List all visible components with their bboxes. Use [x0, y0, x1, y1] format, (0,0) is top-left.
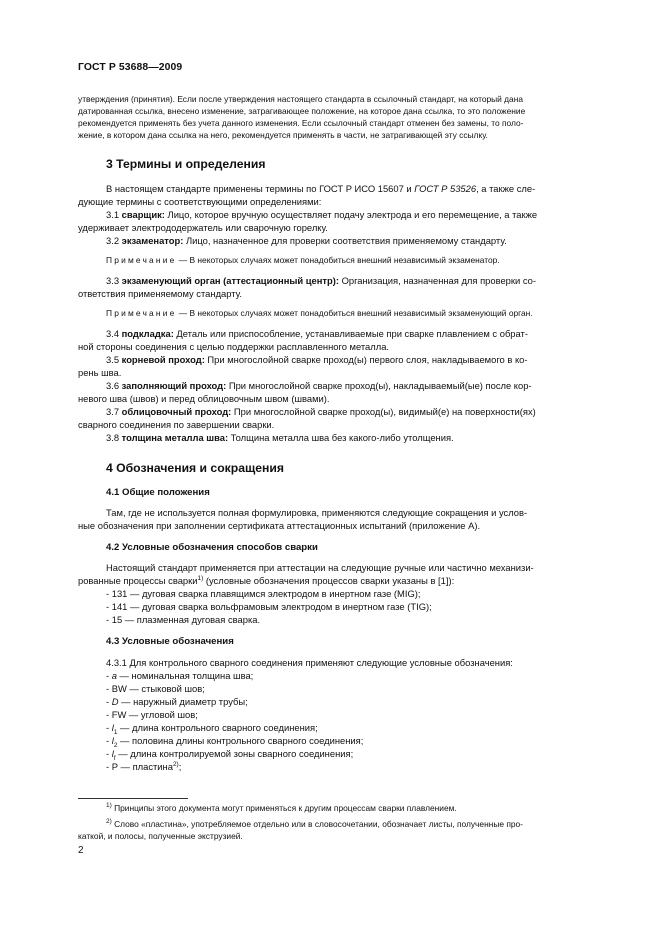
symbol-item [78, 734, 586, 747]
footnote-mark: 1) [106, 802, 112, 810]
term-definition: При многослойной сварке проход(ы), видимый(е) на поверхности(ях) [231, 406, 536, 417]
symbol-definition: — половина длины контрольного сварного соединения; [117, 735, 364, 746]
footnote-mark: 2) [106, 818, 112, 826]
text: В настоящем стандарте применены термины по ГОСТ Р ИСО 15607 и [106, 183, 415, 194]
subsection-4-2-body [78, 561, 586, 626]
section-3-title: 3 Термины и определения [106, 157, 266, 171]
term-definition-line: рень шва. [78, 367, 122, 378]
subsection-4-3-body [78, 656, 586, 773]
note-1 [78, 254, 586, 266]
note-label: Примечание [106, 255, 177, 265]
term-number: 3.3 [106, 275, 122, 286]
list-item: - 141 — дуговая сварка вольфрамовым электродом в инертном газе (TIG); [106, 601, 432, 612]
term-name: заполняющий проход: [121, 380, 227, 391]
footnote-ref[interactable]: 1) [197, 574, 204, 582]
symbol-definition: — длина контролируемой зоны сварного соединения; [115, 748, 354, 759]
symbol: l [111, 748, 114, 759]
symbol-item [78, 669, 586, 682]
symbol-item [78, 721, 586, 734]
paragraph-line: дующие термины с соответствующими определениями: [78, 196, 322, 207]
subsection-4-1-body [78, 506, 586, 532]
term-definition: Организация, назначенная для проверки со- [338, 275, 536, 286]
footnote-text: Слово «пластина», употребляемое отдельно или в словосочетании, обозначает листы, полученные про- [111, 819, 523, 829]
term-3-2 [78, 234, 586, 247]
symbol-definition: - Р — пластина [106, 761, 173, 772]
symbol-item: - BW — стыковой шов; [106, 683, 205, 694]
term-definition-line: невого шва (швов) и перед облицовочным швом (швами). [78, 393, 330, 404]
section-3-body [78, 182, 586, 444]
paragraph-line [78, 574, 586, 587]
subsection-4-3-title: 4.3 Условные обозначения [106, 636, 234, 647]
term-number: 3.8 [106, 432, 122, 443]
symbol-item [78, 760, 586, 773]
term-number: 3.2 [106, 235, 122, 246]
symbol-subscript: f [113, 754, 116, 762]
term-3-6 [78, 379, 586, 392]
text: , а также сле- [476, 183, 536, 194]
footnote-text: Принципы этого документа могут применяться к другим процессам сварки плавлением. [111, 803, 457, 813]
term-definition: Толщина металла шва без какого-либо утолщения. [228, 432, 454, 443]
note-text: — В некоторых случаях может понадобиться внешний независимый экзаменатор. [176, 255, 500, 265]
term-definition: Деталь или приспособление, устанавливаемые при сварке плавлением с обрат- [173, 328, 528, 339]
symbol-subscript: 2 [113, 741, 118, 749]
subsection-4-2-title: 4.2 Условные обозначения способов сварки [106, 542, 318, 553]
term-name: подкладка: [121, 328, 174, 339]
term-name: экзаменующий орган (аттестационный центр): [121, 275, 339, 286]
dash: - [106, 722, 112, 733]
term-number: 3.1 [106, 209, 122, 220]
symbol: D [111, 696, 119, 707]
list-item: - 131 — дуговая сварка плавящимся электродом в инертном газе (MIG); [106, 588, 421, 599]
term-3-7 [78, 405, 586, 418]
term-definition-line: удерживает электрододержатель или сварочную горелку. [78, 222, 328, 233]
symbol-definition: — наружный диаметр трубы; [118, 696, 248, 707]
symbol-item [78, 695, 586, 708]
term-3-3 [78, 274, 586, 287]
term-definition-line: ответствия применяемому стандарту. [78, 288, 243, 299]
symbol-subscript: 1 [113, 728, 118, 736]
paragraph-line: Там, где не используется полная формулировка, применяются следующие сокращения и услов- [106, 507, 528, 518]
term-name: экзаменатор: [121, 235, 184, 246]
punctuation: ; [178, 761, 182, 772]
list-item: - 15 — плазменная дуговая сварка. [106, 614, 261, 625]
dash: - [106, 670, 112, 681]
footnote-2 [78, 818, 586, 830]
intro-paragraph [78, 93, 586, 141]
note-label: Примечание [106, 308, 177, 318]
symbol-item [78, 747, 586, 760]
subsection-4-1-title: 4.1 Общие положения [106, 487, 210, 498]
standard-ref: ГОСТ Р 53526 [414, 183, 477, 194]
term-name: сварщик: [121, 209, 165, 220]
term-number: 3.7 [106, 406, 122, 417]
symbol: a [111, 670, 117, 681]
paragraph-line [78, 182, 586, 195]
footnotes [78, 802, 586, 842]
intro-line: жение, в котором дана ссылка на него, рекомендуется применять в части, не затрагивающей эту ссылку. [78, 130, 488, 140]
term-number: 3.4 [106, 328, 122, 339]
term-definition: При многослойной сварке проход(ы), накладываемый(ые) после кор- [226, 380, 532, 391]
symbol-item: - FW — угловой шов; [106, 709, 198, 720]
paragraph-line: 4.3.1 Для контрольного сварного соединения применяют следующие условные обозначения: [106, 657, 513, 668]
symbol-definition: — номинальная толщина шва; [116, 670, 254, 681]
footnote-divider [78, 798, 188, 799]
symbol-definition: — длина контрольного сварного соединения; [117, 722, 318, 733]
footnote-1 [78, 802, 586, 814]
note-text: — В некоторых случаях может понадобиться внешний независимый экзаменующий орган. [176, 308, 533, 318]
term-number: 3.5 [106, 354, 122, 365]
symbol: l [111, 722, 114, 733]
term-3-1 [78, 208, 586, 221]
term-3-5 [78, 353, 586, 366]
term-number: 3.6 [106, 380, 122, 391]
footnote-ref[interactable]: 2) [172, 760, 179, 768]
dash: - [106, 748, 112, 759]
term-definition-line: ной стороны соединения с целью поддержки расплавленного металла. [78, 341, 390, 352]
term-name: толщина металла шва: [121, 432, 229, 443]
page-number: 2 [78, 845, 84, 856]
term-3-8 [78, 431, 586, 444]
term-3-4 [78, 327, 586, 340]
term-definition: Лицо, назначенное для проверки соответствия применяемому стандарту. [183, 235, 507, 246]
term-definition-line: сварного соединения по завершении сварки. [78, 419, 275, 430]
symbol: l [111, 735, 114, 746]
document-code: ГОСТ Р 53688—2009 [78, 62, 183, 73]
term-definition: При многослойной сварке проход(ы) первого слоя, накладываемого в ко- [204, 354, 528, 365]
paragraph-line: Настоящий стандарт применяется при аттестации на следующие ручные или частично механизи- [106, 562, 534, 573]
text: рованные процессы сварки [78, 575, 198, 586]
intro-line: утверждения (принятия). Если после утверждения настоящего стандарта в ссылочный стандарт, на который дана [78, 94, 523, 104]
term-name: облицовочный проход: [121, 406, 232, 417]
dash: - [106, 696, 112, 707]
text: (условные обозначения процессов сварки указаны в [1]): [203, 575, 455, 586]
section-4-title: 4 Обозначения и сокращения [106, 461, 285, 475]
footnote-2-continuation: каткой, и полосы, полученные экструзией. [78, 831, 243, 841]
paragraph-line: ные обозначения при заполнении сертификата аттестационных испытаний (приложение А). [78, 520, 481, 531]
dash: - [106, 735, 112, 746]
term-name: корневой проход: [121, 354, 205, 365]
term-definition: Лицо, которое вручную осуществляет подачу электрода и его перемещение, а также [164, 209, 538, 220]
intro-line: рекомендуется применять без учета данного изменения. Если ссылочный стандарт отменен без замены, то поло- [78, 118, 524, 128]
intro-line: датированная ссылка, внесено изменение, затрагивающее положение, на которое дана ссылка, то это положение [78, 106, 526, 116]
note-2 [78, 307, 586, 319]
